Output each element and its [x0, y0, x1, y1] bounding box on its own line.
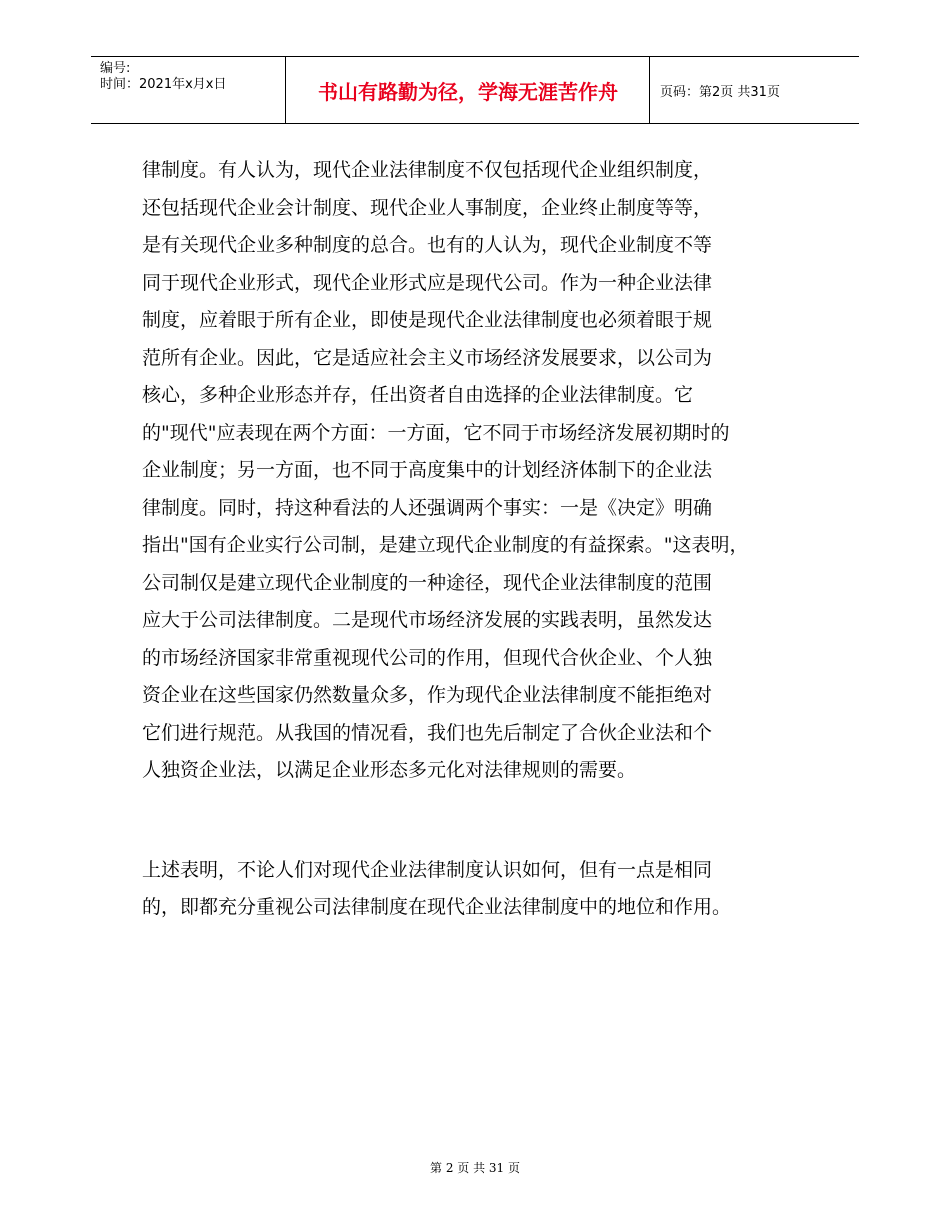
text-line: 资企业在这些国家仍然数量众多，作为现代企业法律制度不能拒绝对 [142, 684, 713, 706]
text-line: 上述表明，不论人们对现代企业法律制度认识如何，但有一点是相同 [142, 858, 713, 881]
text-line: 还包括现代企业会计制度、现代企业人事制度，企业终止制度等等， [142, 196, 713, 219]
paragraph-2 [142, 852, 812, 927]
text-line: 的"现代"应表现在两个方面：一方面，它不同于市场经济发展初期时的 [142, 421, 730, 444]
text-line: 的市场经济国家非常重视现代公司的作用，但现代合伙企业、个人独 [142, 646, 713, 669]
page-footer: 第 2 页 共 31 页 [430, 1161, 520, 1175]
text-line: 同于现代企业形式，现代企业形式应是现代公司。作为一种企业法律 [142, 271, 713, 294]
text-line: 应大于公司法律制度。二是现代市场经济发展的实践表明，虽然发达 [142, 609, 713, 631]
document-number-label: 编号: [100, 61, 131, 76]
text-line: 它们进行规范。从我国的情况看，我们也先后制定了合伙企业法和个 [142, 721, 713, 744]
text-line: 指出"国有企业实行公司制，是建立现代企业制度的有益探索。"这表明， [142, 534, 749, 556]
text-line: 核心，多种企业形态并存，任出资者自由选择的企业法律制度。它 [142, 384, 694, 406]
text-line: 人独资企业法，以满足企业形态多元化对法律规则的需要。 [142, 759, 637, 781]
text-line: 律制度。同时，持这种看法的人还强调两个事实：一是《决定》明确 [142, 496, 713, 519]
header-motto: 书山有路勤为径，学海无涯苦作舟 [287, 57, 650, 123]
text-line: 企业制度；另一方面，也不同于高度集中的计划经济体制下的企业法 [142, 459, 713, 481]
text-line: 的，即都充分重视公司法律制度在现代企业法律制度中的地位和作用。 [142, 896, 732, 918]
document-body [142, 152, 812, 927]
document-time-label: 时间：2021年x月x日 [100, 77, 227, 92]
text-line: 律制度。有人认为，现代企业法律制度不仅包括现代企业组织制度， [142, 159, 713, 181]
text-line: 制度，应着眼于所有企业，即使是现代企业法律制度也必须着眼于规 [142, 309, 713, 331]
text-line: 是有关现代企业多种制度的总合。也有的人认为，现代企业制度不等 [142, 234, 713, 256]
header-meta [91, 57, 286, 123]
text-line: 范所有企业。因此，它是适应社会主义市场经济发展要求，以公司为 [142, 346, 713, 369]
page-header [91, 56, 859, 124]
header-page-label: 页码：第2页 共31页 [660, 84, 780, 100]
text-line: 公司制仅是建立现代企业制度的一种途径，现代企业法律制度的范围 [142, 571, 713, 594]
paragraph-1 [142, 152, 812, 790]
